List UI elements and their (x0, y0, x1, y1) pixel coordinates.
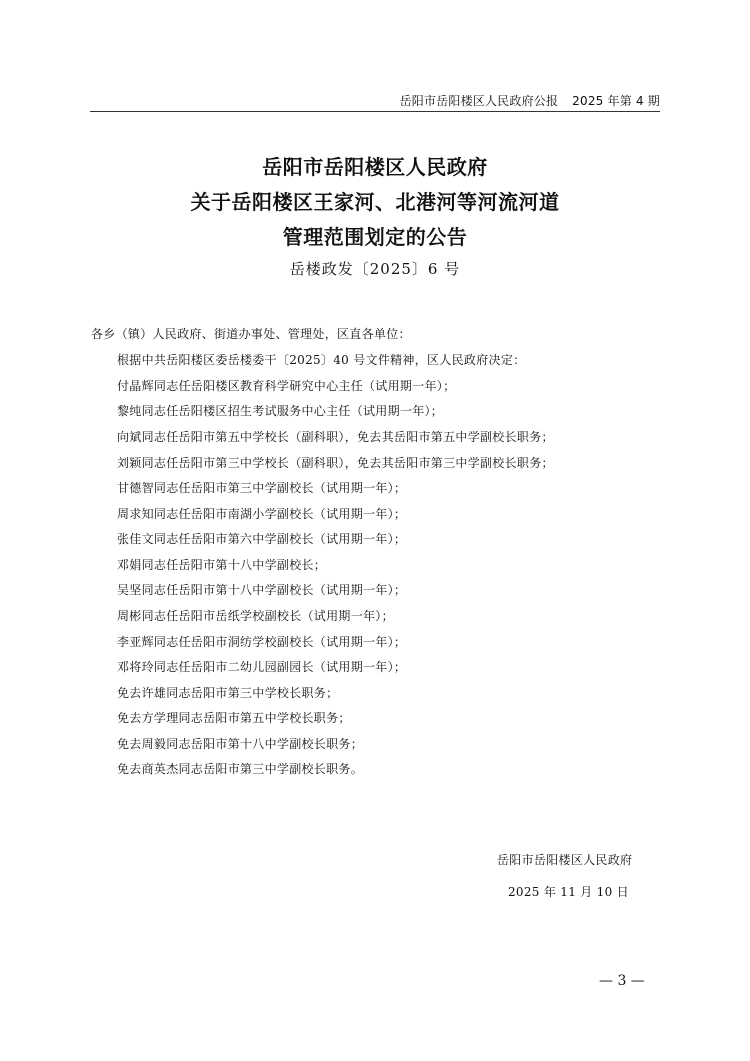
paragraph: 周彬同志任岳阳市岳纸学校副校长（试用期一年）； (117, 609, 394, 623)
signature-date: 2025 年 11 月 10 日 (508, 885, 629, 899)
header-text (400, 92, 660, 109)
title-line-3: 管理范围划定的公告 (282, 225, 468, 249)
paragraph: 邓将玲同志任岳阳市二幼儿园副园长（试用期一年）； (117, 660, 407, 674)
header-issue: 2025 年第 4 期 (572, 94, 660, 108)
paragraph: 邓娟同志任岳阳市第十八中学副校长； (117, 558, 327, 572)
salutation: 各乡（镇）人民政府、街道办事处、管理处，区直各单位： (91, 327, 411, 341)
paragraph: 免去许雄同志岳阳市第三中学校长职务； (117, 686, 339, 700)
paragraph: 李亚辉同志任岳阳市洞纺学校副校长（试用期一年）； (117, 635, 407, 649)
title-line-2: 关于岳阳楼区王家河、北港河等河流河道 (190, 190, 560, 214)
document-number: 岳楼政发〔2025〕6 号 (289, 260, 461, 278)
paragraph: 免去周毅同志岳阳市第十八中学副校长职务； (117, 737, 364, 751)
signature-organization: 岳阳市岳阳楼区人民政府 (497, 853, 633, 867)
paragraph: 免去商英杰同志岳阳市第三中学副校长职务。 (117, 762, 364, 776)
paragraph: 周求知同志任岳阳市南湖小学副校长（试用期一年）； (117, 507, 407, 521)
paragraph: 黎纯同志任岳阳楼区招生考试服务中心主任（试用期一年）； (117, 404, 444, 418)
header-publication: 岳阳市岳阳楼区人民政府公报 (399, 94, 559, 108)
paragraph: 吴坚同志任岳阳市第十八中学副校长（试用期一年）； (117, 583, 407, 597)
running-header (90, 91, 660, 112)
title-line-1: 岳阳市岳阳楼区人民政府 (262, 155, 488, 179)
paragraph: 付晶辉同志任岳阳楼区教育科学研究中心主任（试用期一年）； (117, 379, 456, 393)
paragraph: 甘德智同志任岳阳市第三中学副校长（试用期一年）； (117, 481, 407, 495)
paragraph: 刘颖同志任岳阳市第三中学校长（副科职），免去其岳阳市第三中学副校长职务； (117, 456, 554, 470)
paragraph: 向斌同志任岳阳市第五中学校长（副科职），免去其岳阳市第五中学副校长职务； (117, 430, 554, 444)
paragraph: 根据中共岳阳楼区委岳楼委干〔2025〕40 号文件精神，区人民政府决定： (117, 353, 526, 367)
paragraph: 张佳文同志任岳阳市第六中学副校长（试用期一年）； (117, 532, 407, 546)
page-number: — 3 — (599, 973, 645, 989)
paragraph: 免去方学理同志岳阳市第五中学校长职务； (117, 711, 351, 725)
